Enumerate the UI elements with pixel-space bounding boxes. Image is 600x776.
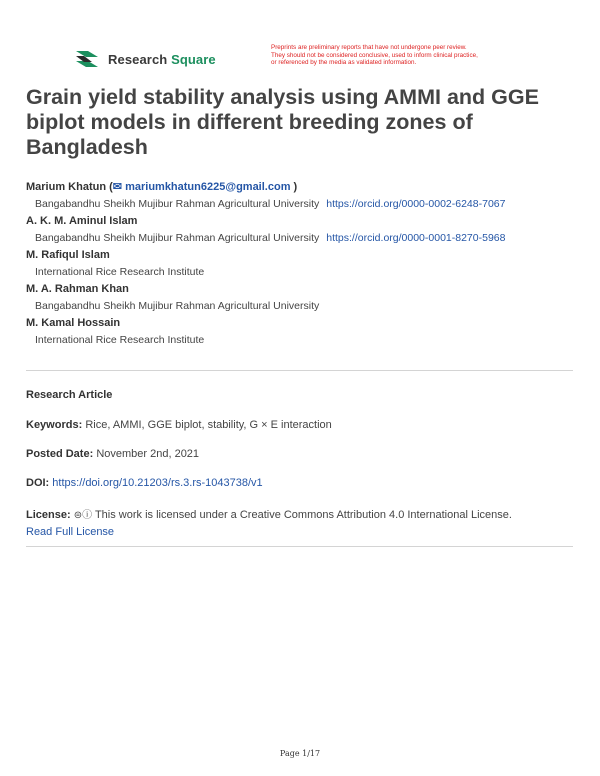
posted-date: Posted Date: November 2nd, 2021 (26, 448, 200, 460)
header (74, 44, 574, 78)
author-name: Marium Khatun (✉ mariumkhatun6225@gmail.com ) (26, 181, 298, 193)
doi-link[interactable]: https://doi.org/10.21203/rs.3.rs-1043738/v1 (52, 477, 263, 489)
divider (26, 370, 573, 371)
author-affiliation: International Rice Research Institute (35, 334, 205, 346)
article-type: Research Article (26, 389, 113, 401)
author-affiliation: International Rice Research Institute (35, 266, 205, 278)
author-list (26, 179, 586, 349)
paper-title: Grain yield stability analysis using AMMI and GGE biplot models in different breeding zones of Bangladesh (26, 85, 539, 159)
author-affiliation: Bangabandhu Sheikh Mujibur Rahman Agricultural University https://orcid.org/0000-0002-6248-7067 (35, 198, 506, 210)
notice-line: They should not be considered conclusive, used to inform clinical practice, (271, 51, 478, 59)
preprint-notice (271, 44, 581, 67)
orcid-link[interactable]: https://orcid.org/0000-0001-8270-5968 (326, 232, 506, 244)
research-square-logo-icon (74, 48, 100, 70)
logo-text: Research Square (108, 51, 216, 67)
notice-line: or referenced by the media as validated information. (271, 59, 417, 67)
keywords: Keywords: Rice, AMMI, GGE biplot, stability, G × E interaction (26, 419, 332, 431)
author-name: M. A. Rahman Khan (26, 283, 129, 295)
orcid-link[interactable]: https://orcid.org/0000-0002-6248-7067 (326, 198, 506, 210)
author-name: A. K. M. Aminul Islam (26, 215, 138, 227)
license: License: ⊜ⓘ This work is licensed under a Creative Commons Attribution 4.0 International License. Read Full License (26, 509, 512, 538)
divider (26, 546, 573, 547)
research-square-logo[interactable] (74, 48, 216, 70)
author-email-link[interactable]: ✉ mariumkhatun6225@gmail.com (112, 181, 291, 193)
creative-commons-icon: ⊜ (73, 510, 83, 521)
doi: DOI: https://doi.org/10.21203/rs.3.rs-1043738/v1 (26, 477, 263, 489)
notice-line: Preprints are preliminary reports that have not undergone peer review. (271, 44, 467, 51)
email-icon: ✉ (112, 181, 123, 193)
author-affiliation: Bangabandhu Sheikh Mujibur Rahman Agricultural University (35, 300, 320, 312)
page-number: Page 1/17 (279, 749, 321, 758)
author-affiliation: Bangabandhu Sheikh Mujibur Rahman Agricultural University https://orcid.org/0000-0001-8270-5968 (35, 232, 506, 244)
author-name: M. Rafiqul Islam (26, 249, 110, 261)
attribution-icon: ⓘ (82, 510, 93, 521)
read-full-license-link[interactable]: Read Full License (26, 526, 115, 538)
author-name: M. Kamal Hossain (26, 317, 121, 329)
